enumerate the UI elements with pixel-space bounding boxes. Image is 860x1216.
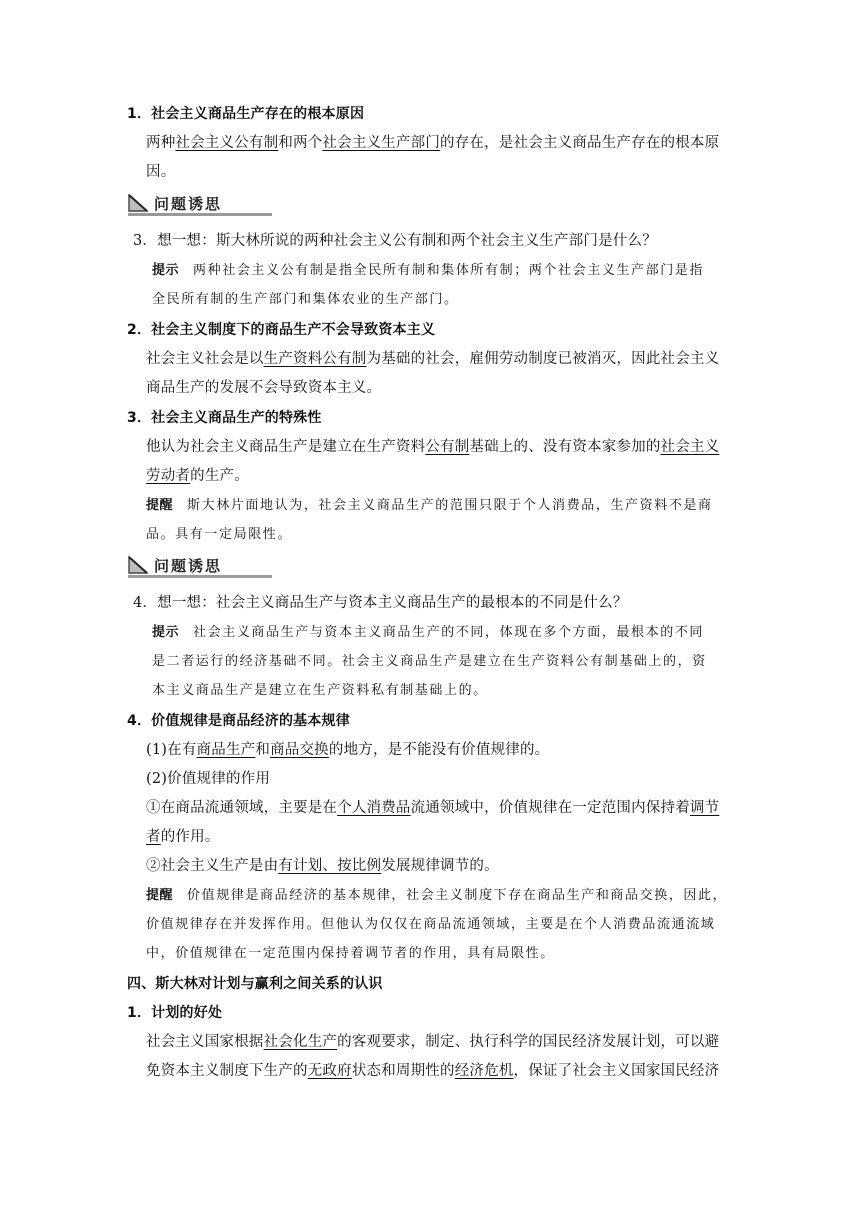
list-item [146, 856, 499, 876]
remind-line: 中，价值规律在一定范围内保持着调节者的作用，具有局限性。 [146, 946, 555, 961]
paragraph-line [146, 466, 249, 486]
text: ①在商品流通领域，主要是在 [146, 800, 338, 816]
section-heading: 3．社会主义商品生产的特殊性 [127, 410, 322, 426]
text: 斯大林片面地认为，社会主义商品生产的范围只限于个人消费品，生产资料不是商 [187, 498, 713, 513]
text: 两种 [146, 135, 176, 151]
paragraph-line: 因。 [146, 164, 176, 180]
text: ②社会主义生产是由 [146, 858, 279, 874]
banner-triangle-icon [128, 556, 148, 574]
banner-rule [128, 213, 272, 216]
tip-line: 本主义商品生产是建立在生产资料私有制基础上的。 [152, 683, 488, 698]
underlined-term: 公有制 [425, 439, 470, 455]
text: 的客观要求，制定、执行科学的国民经济发展计划，可以避 [337, 1034, 720, 1050]
text: 的地方，是不能没有价值规律的。 [328, 742, 550, 758]
text: 和两个 [278, 135, 323, 151]
text: 两种社会主义公有制是指全民所有制和集体所有制；两个社会主义生产部门是指 [193, 263, 705, 278]
list-item [146, 740, 549, 760]
paragraph-line [146, 437, 719, 457]
underlined-term: 商品生产 [196, 742, 256, 758]
banner-rule [128, 575, 272, 578]
text: 和 [255, 742, 271, 758]
text: 社会主义国家根据 [146, 1034, 264, 1050]
section-heading: 2．社会主义制度下的商品生产不会导致资本主义 [127, 322, 436, 338]
tip-line: 全民所有制的生产部门和集体农业的生产部门。 [152, 292, 459, 307]
text: 他认为社会主义商品生产是建立在生产资料 [146, 439, 426, 455]
remind-line [146, 496, 713, 516]
paragraph-line [146, 827, 220, 847]
tip-label: 提示 [152, 625, 180, 640]
underlined-term: 调节 [689, 800, 720, 816]
list-item: (2)价值规律的作用 [146, 771, 271, 787]
text: 流通领域中，价值规律在一定范围内保持着 [410, 800, 690, 816]
text: ，保证了社会主义国家国民经济 [513, 1063, 720, 1079]
text: 价值规律是商品经济的基本规律，社会主义制度下存在商品生产和商品交换，因此， [187, 888, 728, 903]
question-line: 4．想一想：社会主义商品生产与资本主义商品生产的最根本的不同是什么？ [133, 595, 628, 611]
text: 的存在，是社会主义商品生产存在的根本原 [440, 135, 720, 151]
text: 的生产。 [190, 468, 249, 484]
text: 状态和周期性的 [351, 1063, 455, 1079]
underlined-term: 经济危机 [454, 1063, 514, 1079]
underlined-term: 劳动者 [146, 468, 191, 484]
text: 为基础的社会，雇佣劳动制度已被消灭，因此社会主义 [366, 351, 720, 367]
section-heading: 1．计划的好处 [127, 1005, 223, 1021]
banner-triangle-icon [128, 194, 148, 212]
banner-label: 问题诱思 [154, 195, 223, 213]
remind-label: 提醒 [146, 498, 174, 513]
underlined-term: 有计划、按比例 [278, 858, 382, 874]
underlined-term: 个人消费品 [337, 800, 411, 816]
remind-label: 提醒 [146, 888, 174, 903]
text: (1)在有 [146, 742, 197, 758]
underlined-term: 社会化生产 [263, 1034, 338, 1050]
list-item [146, 798, 719, 818]
tip-line [152, 261, 704, 281]
text: 社会主义社会是以 [146, 351, 264, 367]
underlined-term: 无政府 [307, 1063, 352, 1079]
section-banner [128, 192, 272, 216]
text: 免资本主义制度下生产的 [146, 1063, 308, 1079]
chapter-heading: 四、斯大林对计划与赢利之间关系的认识 [127, 976, 383, 992]
tip-line [152, 623, 704, 643]
banner-label: 问题诱思 [154, 557, 223, 575]
underlined-term: 社会主义生产部门 [322, 135, 441, 151]
section-heading: 4．价值规律是商品经济的基本规律 [127, 713, 350, 729]
paragraph-line [146, 133, 719, 153]
paragraph-line [146, 1032, 719, 1052]
question-line: 3．想一想：斯大林所说的两种社会主义公有制和两个社会主义生产部门是什么？ [133, 233, 657, 249]
text: 发展规律调节的。 [381, 858, 499, 874]
text: 的作用。 [160, 829, 220, 845]
paragraph-line [146, 349, 719, 369]
tip-label: 提示 [152, 263, 180, 278]
remind-line [146, 886, 727, 906]
underlined-term: 商品交换 [270, 742, 329, 758]
underlined-term: 生产资料公有制 [263, 351, 367, 367]
paragraph-line [146, 1061, 719, 1081]
underlined-term: 社会主义 [660, 439, 720, 455]
underlined-term: 社会主义公有制 [175, 135, 279, 151]
text: 基础上的、没有资本家参加的 [469, 439, 661, 455]
underlined-term: 者 [146, 829, 161, 845]
tip-line: 是二者运行的经济基础不同。社会主义商品生产是建立在生产资料公有制基础上的，资 [152, 654, 707, 669]
paragraph-line: 商品生产的发展不会导致资本主义。 [146, 380, 382, 396]
section-heading: 1．社会主义商品生产存在的根本原因 [127, 106, 365, 122]
remind-line: 价值规律存在并发挥作用。但他认为仅仅在商品流通领域，主要是在个人消费品流通流域 [146, 917, 716, 932]
section-banner [128, 554, 272, 578]
text: 社会主义商品生产与资本主义商品生产的不同，体现在多个方面，最根本的不同 [193, 625, 705, 640]
remind-line: 品。具有一定局限性。 [146, 527, 293, 542]
